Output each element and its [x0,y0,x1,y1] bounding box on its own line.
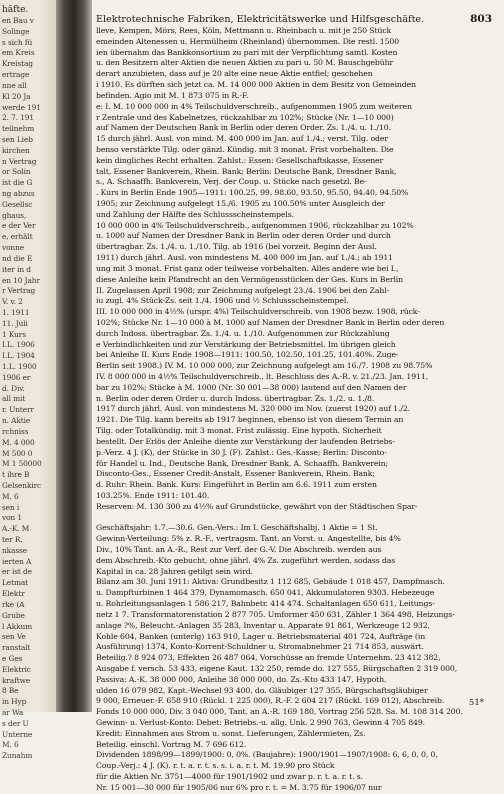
left-page-line: ranstalt [2,643,31,653]
left-page-line: s sich fü [2,37,33,47]
left-page-line: M. 4 000 [2,437,35,447]
left-page-line: e der Ver [2,221,36,231]
text-line: IV. 8 000 000 in 4½% Teilschuldverschreib., lt. Beschluss des A.-R. v. 21./23. Jan. 1911, [96,372,428,381]
text-line: 15 durch jährl. Ausl. von mind. M. 400 000 im Jan. auf 1./4.; verst. Tilg. oder [96,134,388,144]
text-line: 1905; zur Zeichnung aufgelegt 15./6. 1905 zu 100.50% unter Ausgleich der [96,199,385,208]
left-page-line: Grube [2,610,25,620]
left-page-line: Kl 20 Ja [2,91,31,101]
left-page-line: t ihre B [2,470,30,480]
text-line: 1911) durch jährl. Ausl. von mindestens M. 400 000 im Jan. auf 1./4.; ab 1911 [96,253,393,263]
text-line: u. den Besitzern alter Aktien die neuen Aktien zu pari u. 50 M. Bauschgebühr [96,58,394,68]
text-line: talt, Essener Bankverein, Rhein. Bank; Berlin: Deutsche Bank, Dresdner Bank, [96,166,397,176]
text-line: e: I. M. 10 000 000 in 4% Teilschuldverschreib., aufgenommen 1905 zum weiteren [96,101,412,111]
left-page-line: e, erhält [2,232,33,242]
text-line: II. Zugelassen April 1908; zur Zeichnung aufgelegt 23./4. 1906 bei den Zahl- [96,285,390,295]
document-page [92,0,500,792]
text-line: benso verstärkte Tilg. oder gänzl. Kündig. mit 3 monat. Frist vorbehalten. Die [96,144,394,154]
text-line: 1921. Die Tilg. kann bereits ab 1917 beginnen, ebenso ist von diesem Termin an [96,415,404,425]
text-line: Disconto-Ges., Essener Credit-Anstalt, Essener Bankverein, Rhein. Bank; [96,469,375,479]
left-page-line: teilnehm [2,124,35,134]
left-page-line: Elektric [2,664,31,674]
left-page-line: sen i [2,502,20,512]
text-line: Passiva: A.-K. 38 000 000, Anleihe 38 000 000, do. Zs.-Kto 433 147, Hypoth. [96,674,387,684]
left-page-line: r Vertrag [2,286,36,296]
text-line: Dividenden 1898/99—1899/1900: 0, 0%. (Baujahre): 1900/1901—1907/1908: 6, 6, 0, 0, 0, [96,750,438,760]
left-page-line: Elektr [2,589,25,599]
left-page-line: Unterne [2,729,33,739]
text-line: Beteilig.? 8 924 073, Effekten 26 487 064, Vorschüsse an fremde Unternehm. 23 412 382, [96,653,441,663]
left-page-line: vonne [2,243,25,253]
text-line: u. Rohrleitungsanlagen 1 586 217, Bahnbetr. 414 474. Schaltanlagen 650 611, Leitungs- [96,599,435,609]
text-line: für Handel u. Ind., Deutsche Bank, Dresdner Bank, A. Schaaffh. Bankverein; [96,458,389,468]
left-page-line: in Hyp [2,697,27,707]
left-page-line: Gesellsc [2,199,33,209]
text-line: Tilg. oder Totalkündig. mit 3 monat. Frist zulässig. Eine hypoth. Sicherheit [96,426,382,436]
text-line: auf Namen der Deutschen Bank in Berlin oder deren Order. Zs. 1./4. u. 1./10. [96,123,391,133]
left-page-line: e Ges [2,653,23,663]
text-line: bei Anleihe II. Kurs Ende 1908—1911: 100.50, 102.50, 101.25, 101.40%. Zuge- [96,350,399,360]
page-title: Elektrotechnische Fabriken, Elektricitätswerke und Hilfsgeschäfte. [96,14,425,25]
left-page-line: von 1 [2,513,22,523]
left-page-line: r. Unterr [2,405,34,415]
text-line: Bilanz am 30. Juni 1911: Aktiva: Grundbesitz 1 112 685, Gebäude 1 018 457, Dampfmasch. [96,577,445,587]
left-page-line: Gelsenkirc [2,480,42,490]
left-page-line: n. Aktie [2,416,31,426]
left-page-line: 8 Be [2,686,19,696]
text-line: bar zu 102%; Stücke à M. 1000 (Nr. 30 001—38 000) lautend auf den Namen der [96,382,407,392]
text-line: dem Abschreib.-Kto gebucht, ohne jährl. 4% Zs. zugeführt werden, sodass das [96,555,396,565]
left-page-line: em Kreis [2,48,35,58]
text-line: . Kurs in Berlin Ende 1905—1911: 100.25, 99, 98.60, 93.50, 95.50, 94.40, 94.50% [96,188,409,198]
left-page-line: sen Ve [2,632,26,642]
text-line: bestellt. Der Erlös der Anleihe diente zur Verstärkung der laufenden Betriebs- [96,436,395,446]
text-line: i 1910. Es dürften sich jetzt ca. M. 14 000 000 Aktien in dem Besitz von Gemeinden [96,80,416,90]
text-line: Kredit: Einnahmen aus Strom u. sonst. Lieferungen, Zählermieten, Zs. [96,728,366,738]
text-line: Fonds 10 000 000, Div. 3 040 000, Tant. an A.-R. 169 180, Vortrag 256 528. Sa. M. 108 314 200. [96,707,463,717]
text-line: III. 10 000 000 in 4½% (urspr. 4%) Teilschuldverschreib. von 1908 bezw. 1908, rück- [96,307,420,317]
left-page-line: I.L. 1904 [2,351,35,361]
left-page-line: sen Lieb [2,134,33,144]
text-line: derart anzubieten, dass auf je 20 alte eine neue Aktie entfiel; geschehen [96,69,373,79]
left-page-line: iter in d [2,264,31,274]
text-line: Geschäftsjahr: 1.7.—30.6. Gen.-Vers.: Im I. Geschäftshalbj. 1 Aktie = 1 St. [96,523,378,533]
text-line: 1917 durch jährl. Ausl. von mindestens M. 320 000 im Nov. (zuerst 1920) auf 1./2. [96,404,410,414]
left-page-line: n Vertrag [2,156,37,166]
left-page-line: nd die E [2,253,33,263]
left-page-line: ter R. [2,535,23,544]
text-line: Gewinn-Verteilung: 5% z. R.-F., vertragsm. Tant. an Vorst. u. Angestellte, bis 4% [96,534,401,544]
text-line: Kapital in ca. 28 Jahren getilgt sein wird. [96,566,253,576]
text-line: übertragbar. Zs. 1./4. u. 1./10. Tilg. ab 1916 (bei vorzeit. Beginn der Ausl. [96,242,377,252]
left-page-line: Letmat [2,578,29,588]
text-line: Ausgabe f. versch. 53 433, eigene Kaut. 132 250, remde do. 127 555, Bürgschaften 2 319 000, [96,663,458,673]
left-page-line: 1. 1911 [2,307,30,317]
left-page-line: Zunahm [2,751,33,761]
left-page-line: A.-K. M [2,524,30,534]
text-line: lleve, Kempen, Mörs, Rees, Köln, Mettmann u. Rheinbach u. mit je 250 Stück [96,26,392,35]
text-line: für die Aktien Nr. 3751—4000 für 1901/1902 und zwar p. r. t. a. r. t. s. [96,772,364,782]
page-body [92,22,500,794]
left-page-line: 2. 7. 191 [2,113,35,123]
text-line: Beteilig. einschl. Vortrag M. 7 696 612. [96,739,247,749]
left-page-line: 1906 er [2,372,31,382]
text-line: 102%; Stücke Nr. 1—10 000 à M. 1000 auf Namen der Dresdner Bank in Berlin oder deren [96,317,445,327]
text-line [96,513,492,524]
left-page-line: kraftwe [2,675,31,685]
left-page-line: rke (A [2,599,25,609]
left-page-line: en 10 Jahr [2,275,40,285]
left-page-line: s der U [2,718,29,728]
left-page-line: en Bau v [2,16,34,25]
left-page-line: ar Wa [2,708,24,717]
left-page-line: I.L. 1906 [2,340,35,350]
text-line: Gewinn- u. Verlust-Konto: Debet: Betriebs.-u. allg. Unk. 2 990 763, Gewinn 4 705 849. [96,718,425,727]
left-page-line: ist die G [2,178,33,188]
text-line: 10 000 000 in 4% Teilschuldverschreib., aufgenommen 1906, rückzahlbar zu 102% [96,220,414,230]
page-header [92,0,500,25]
signature-mark: 51* [468,698,484,708]
left-page-line: nne all [2,80,27,90]
left-page-line: 11. Juli [2,318,28,328]
left-page-line: Kreistag [2,59,33,69]
left-page-line: or Solin [2,167,31,177]
left-page-line: kirchen [2,145,30,155]
left-page-line: 1 Kurs [2,329,26,339]
text-line: Div., 10% Tant. an A.-R., Rest zur Verf. der G.-V. Die Abschreib. werden aus [96,545,382,554]
text-line: 103.25%. Ende 1911: 101.40. [96,490,210,500]
left-page-line: all mit [2,394,26,404]
text-line: Coup.-Verj.: 4 J. (K). r. t. a. r. t. s. s. i. a. r. t. M. 19.90 pro Stück [96,761,335,771]
left-page-line: M. 6 [2,491,19,501]
text-line: 9 000, Erneuer.-F. 658 910 (Rückl. 1 225 000), R.-F. 2 604 217 (Rückl. 169 012), Abschreib. [96,696,445,706]
text-line: ung mit 3 monat. Frist ganz oder teilweise vorbehalten. Alles andere wie bei I., [96,263,399,273]
left-page-line: ng abzus [2,189,35,198]
left-page-line: l Akkum [2,621,33,631]
text-line: Nr. 15 001—30 000 für 1905/06 nur 6% pro r. t. = M. 3.75 für 1906/07 nur [96,782,382,792]
text-line: s., A. Schaaffh. Bankverein, Verj. der Coup. u. Stücke nach gesetzl. Be- [96,177,367,187]
text-line: p.-Verz. 4 J. (K), der Stücke in 30 J. (F). Zahlst.: Ges.-Kasse; Berlin: Disconto- [96,447,387,457]
text-line: Reserven: M. 130 300 zu 4½% auf Grundstücke, gewährt von der Städtischen Spar- [96,501,418,511]
left-page-line: er ist de [2,567,32,577]
left-page-line: V. v. 2 [2,297,23,307]
text-line: d. Ruhr: Rhein. Bank. Kurs: Eingeführt in Berlin am 6.6. 1911 zum ersten [96,480,377,490]
text-line: und Zahlung der Hälfte des Schlussscheinstempels. [96,209,294,219]
left-page-line: rchniss [2,426,29,436]
text-line: ien übernahm das Bankkonsortium zu pari mit der Verpflichtung samtl. Kosten [96,47,398,57]
text-line: u. 1000 auf Namen der Dresdner Bank in Berlin oder deren Order und durch [96,231,391,241]
text-line: e Verbindlichkeiten und zur Verstärkung der Betriebsmittel. Im übrigen gleich [96,339,396,349]
text-line: emeinden Altenessen u. Hermülheim (Rheinland) übernommen. Die restl. 1500 [96,36,400,46]
left-page-line: M 1 50000 [2,459,42,469]
left-page-line: M. 6 [2,740,19,750]
left-page-line: d. Div. [2,383,25,393]
text-line: Ausführung) 1374, Konto-Korrent-Schuldner u. Stromabnehmer 21 714 853, auswärt. [96,642,424,652]
left-page-line: ghaus, [2,210,27,220]
text-line: durch Indoss. übertragbar. Zs. 1./4. u. 1./10. Aufgenommen zur Rückzahlung [96,328,390,338]
left-page-line: 1.L. 1900 [2,362,37,371]
text-line: n. Berlin oder deren Order u. durch Indoss. übertragbar. Zs. 1./2. u. 1./8. [96,393,375,403]
page-number: 803 [470,13,492,25]
text-line: befinden. Agio mit M. 1 873 075 in R.-F. [96,90,249,100]
left-page-header: häfte. [2,5,29,15]
left-page-line: M 500 0 [2,448,33,458]
left-page-line: nkasse [2,545,28,555]
book-binding-shadow [56,0,92,712]
text-line: r Zentrale und des Kabelnetzes, rückzahlbar zu 102%; Stücke (Nr. 1—10 000) [96,112,394,122]
text-line: diese Anleihe kein Pfandrecht an den Vermögensstücken der Ges. Kurs in Berlin [96,274,404,284]
text-line: Berlin seit 1908.) IV. M. 10 000 000, zur Zeichnung aufgelegt am 16./7. 1908 zu 98.75% [96,361,433,371]
text-line: ulden 16 079 982, Kapt.-Wechsel 93 400, do. Gläubiger 127 355, Bürgschaftsgläubiger [96,685,428,695]
left-page-fragments [0,16,56,762]
text-line: iu zugl. 4% Stück-Zs. seit 1./4. 1906 und ½ Schlussscheinstempel. [96,296,349,306]
left-page-margin [0,0,56,761]
text-line: kein dingliches Recht erhalten. Zahlst.: Essen: Gesellschaftskasse, Essener [96,155,384,165]
left-page-line: ertrage [2,70,30,80]
left-page-line: ierten A [2,556,32,566]
left-page-line: werde 191 [2,102,41,112]
text-line: anlage ?%, Beleucht.-Anlagen 35 283, Inventar u. Apparate 91 861, Werkzeuge 12 932, [96,620,430,630]
text-line: Kohle 604, Banken (unterlg) 163 910, Lager u. Betriebsmaterial 401 724, Aufträge (in [96,631,426,641]
left-page-line: Solinge [2,26,30,36]
text-line: netz 1 7. Transformatorenstation 2 877 705. Umformer 450 631, Zähler 1 364 498, Heizungs- [96,609,455,619]
text-line: u. Dampfturbinen 1 464 379, Dynamomasch. 650 041, Akkumulatoren 9303. Hebezeuge [96,588,435,598]
